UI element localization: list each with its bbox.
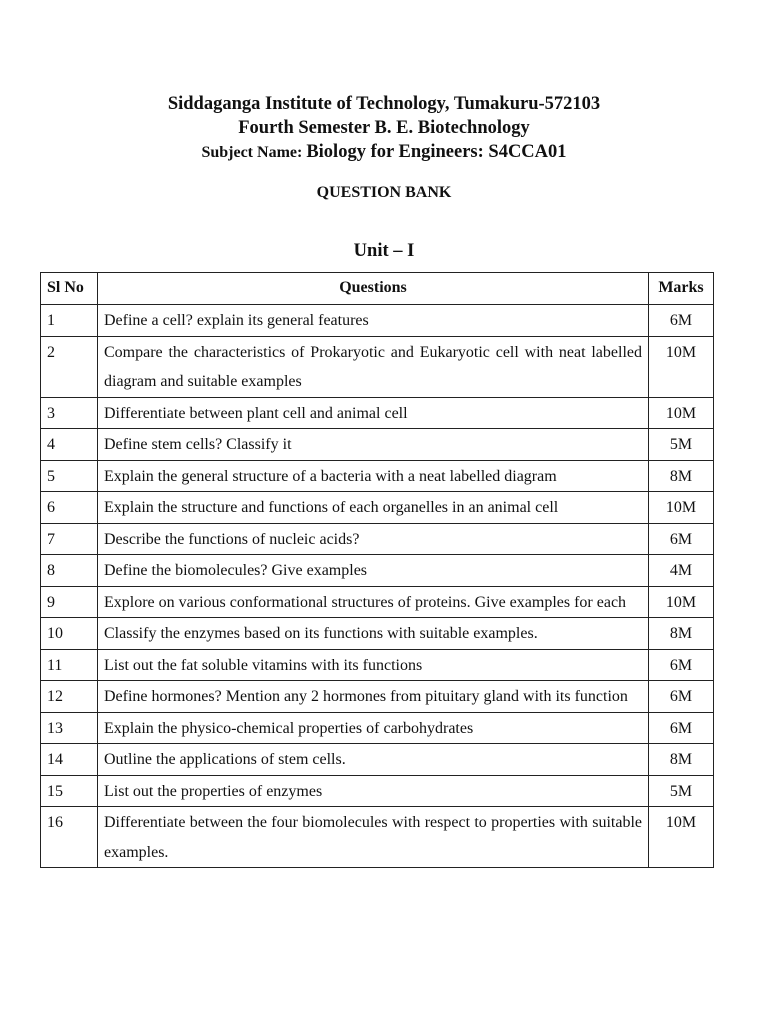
marks-cell: 6M (649, 305, 714, 337)
semester-line: Fourth Semester B. E. Biotechnology (238, 118, 530, 138)
table-row (41, 397, 714, 429)
sl-no-cell: 2 (41, 336, 98, 397)
table-row (41, 618, 714, 650)
question-cell: Explore on various conformational structures of proteins. Give examples for each (98, 586, 649, 618)
question-rows (41, 305, 714, 868)
sl-no-cell: 12 (41, 681, 98, 713)
sl-no-cell: 6 (41, 492, 98, 524)
question-cell: Explain the physico-chemical properties of carbohydrates (98, 712, 649, 744)
sl-no-cell: 7 (41, 523, 98, 555)
marks-cell: 10M (649, 807, 714, 868)
sl-no-cell: 4 (41, 429, 98, 461)
institute-name: Siddaganga Institute of Technology, Tumakuru-572103 (167, 94, 601, 114)
question-cell: Differentiate between plant cell and animal cell (98, 397, 649, 429)
sl-no-cell: 10 (41, 618, 98, 650)
question-cell: Define a cell? explain its general features (98, 305, 649, 337)
sl-no-cell: 8 (41, 555, 98, 587)
question-cell: Explain the general structure of a bacteria with a neat labelled diagram (98, 460, 649, 492)
sl-no-cell: 1 (41, 305, 98, 337)
marks-cell: 4M (649, 555, 714, 587)
question-cell: Describe the functions of nucleic acids? (98, 523, 649, 555)
question-cell: Outline the applications of stem cells. (98, 744, 649, 776)
subject-value: Biology for Engineers: S4CCA01 (306, 142, 567, 162)
subject-label: Subject Name: (201, 144, 303, 161)
subject-line (0, 140, 768, 165)
table-row (41, 807, 714, 868)
marks-cell: 6M (649, 649, 714, 681)
table-row (41, 460, 714, 492)
marks-cell: 8M (649, 618, 714, 650)
marks-cell: 6M (649, 712, 714, 744)
marks-cell: 10M (649, 586, 714, 618)
sl-no-cell: 9 (41, 586, 98, 618)
table-row (41, 336, 714, 397)
question-cell: Define the biomolecules? Give examples (98, 555, 649, 587)
sl-no-cell: 16 (41, 807, 98, 868)
marks-cell: 10M (649, 397, 714, 429)
table-row (41, 305, 714, 337)
marks-cell: 6M (649, 681, 714, 713)
marks-cell: 8M (649, 744, 714, 776)
sl-no-cell: 15 (41, 775, 98, 807)
table-row (41, 744, 714, 776)
table-row (41, 523, 714, 555)
sl-no-cell: 13 (41, 712, 98, 744)
question-cell: Differentiate between the four biomolecules with respect to properties with suitable examples. (98, 807, 649, 868)
table-row (41, 492, 714, 524)
question-cell: Explain the structure and functions of each organelles in an animal cell (98, 492, 649, 524)
document-header (0, 92, 768, 165)
table-row (41, 775, 714, 807)
header-questions: Questions (98, 273, 649, 305)
document-title: QUESTION BANK (316, 184, 452, 201)
question-cell: Define stem cells? Classify it (98, 429, 649, 461)
sl-no-cell: 11 (41, 649, 98, 681)
question-cell: Define hormones? Mention any 2 hormones from pituitary gland with its function (98, 681, 649, 713)
table-header-row (41, 273, 714, 305)
marks-cell: 10M (649, 492, 714, 524)
question-cell: List out the fat soluble vitamins with its functions (98, 649, 649, 681)
marks-cell: 5M (649, 775, 714, 807)
question-cell: Compare the characteristics of Prokaryotic and Eukaryotic cell with neat labelled diagram and suitable examples (98, 336, 649, 397)
table-row (41, 681, 714, 713)
marks-cell: 6M (649, 523, 714, 555)
marks-cell: 5M (649, 429, 714, 461)
unit-heading: Unit – I (353, 241, 415, 261)
question-cell: List out the properties of enzymes (98, 775, 649, 807)
marks-cell: 8M (649, 460, 714, 492)
sl-no-cell: 14 (41, 744, 98, 776)
table-row (41, 712, 714, 744)
table-row (41, 649, 714, 681)
header-sl-no: Sl No (41, 273, 98, 305)
table-row (41, 586, 714, 618)
header-marks: Marks (649, 273, 714, 305)
question-cell: Classify the enzymes based on its functions with suitable examples. (98, 618, 649, 650)
question-table (40, 272, 714, 868)
sl-no-cell: 5 (41, 460, 98, 492)
table-row (41, 429, 714, 461)
table-row (41, 555, 714, 587)
sl-no-cell: 3 (41, 397, 98, 429)
marks-cell: 10M (649, 336, 714, 397)
